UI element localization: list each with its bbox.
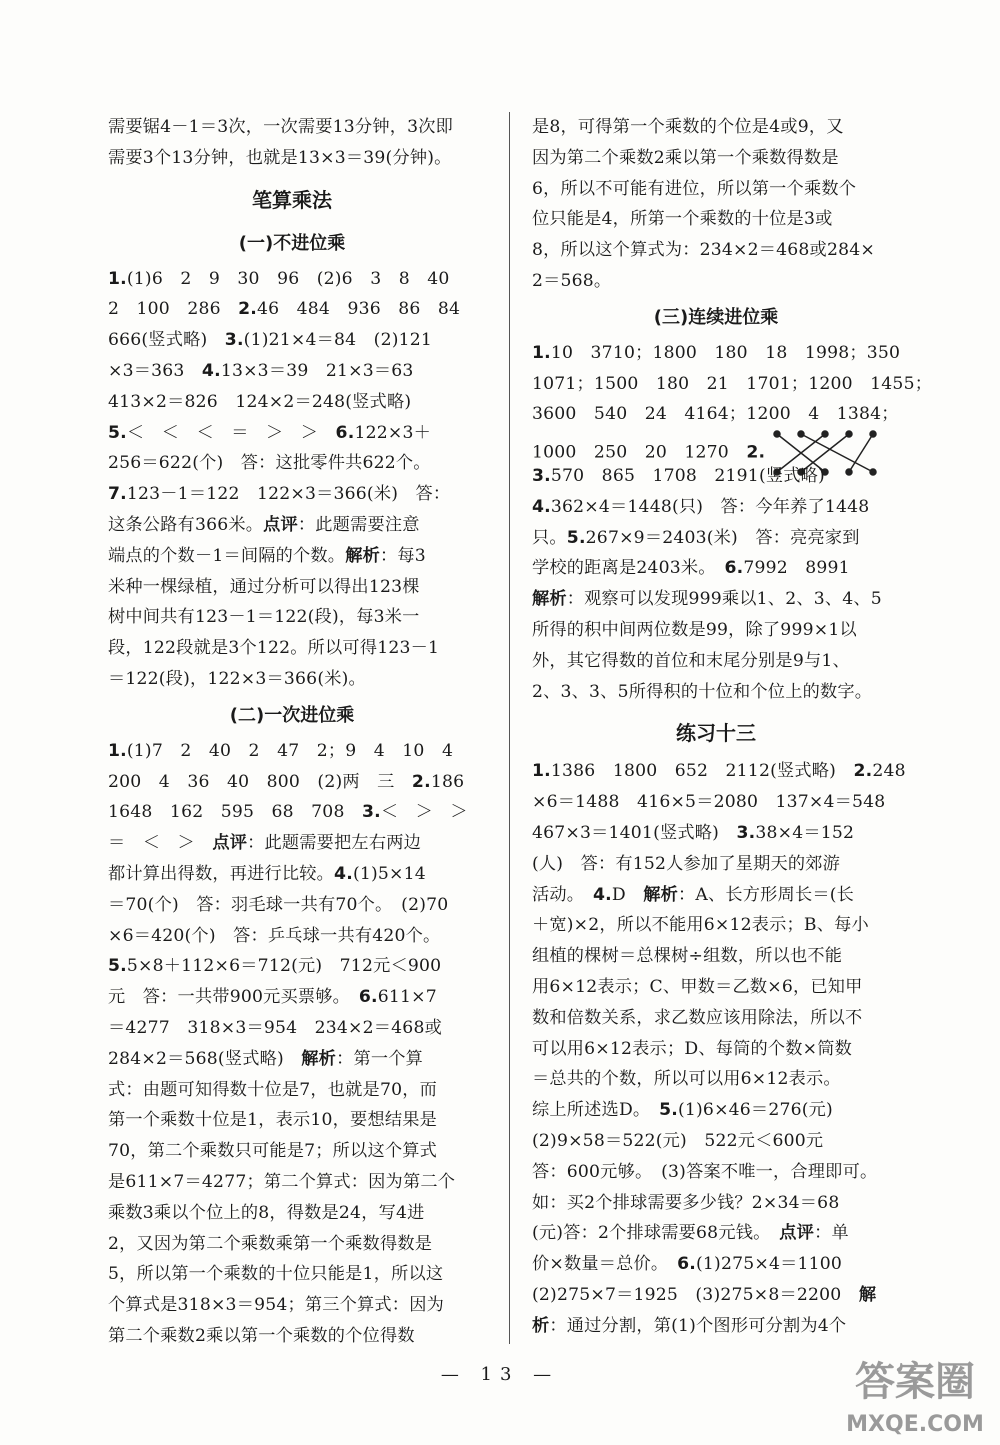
text-line [108,510,476,541]
text-line [108,951,476,982]
item-label: 7. [108,484,127,505]
answer-text: 2＝568。 [532,270,612,291]
item-label: 1. [108,268,127,289]
answer-text: 267×9＝2403(米) 答：亮亮家到 [585,527,860,548]
answers-no-carry [108,264,476,695]
item-label: 5. [566,527,586,548]
text-line [108,1290,476,1321]
subsection-title-continuous-carry: (三)连续进位乘 [653,306,779,328]
answer-text: ：单 [814,1223,849,1244]
answer-text: 价×数量＝总价。 [532,1254,678,1275]
text-line [108,1167,476,1198]
answer-text: 式：由题可知得数十位是7，也就是70，而 [108,1079,437,1100]
text-line [532,910,900,941]
answer-text: ＝4277 318×3＝954 234×2＝468或 [108,1017,442,1038]
answer-text: 第一个乘数十位是1，表示10，要想结果是 [108,1110,437,1131]
answer-text: 这条公路有366米。 [108,514,264,535]
answer-text: (1)21×4＝84 (2)121 [243,330,433,351]
text-line [532,369,933,400]
text-line [532,174,900,205]
text-line [532,615,900,646]
text-line [108,294,476,325]
item-label: 点评 [263,514,298,535]
answers-continuous-carry-b [532,461,900,707]
text-line [108,1105,476,1136]
text-line [108,1321,476,1352]
answer-text: 570 865 1708 2191(竖式略) [550,465,825,486]
item-label: 解析 [345,545,380,566]
answer-text: 如：买2个排球需要多少钱？2×34＝68 [532,1192,840,1213]
answer-text: ＝ ＜ ＞ [108,833,213,854]
answer-text: ：此题需要把左右两边 [247,833,421,854]
item-label: 解 [858,1284,877,1305]
text-line [532,756,906,787]
text-line [108,736,476,767]
item-label: 1. [532,761,551,782]
watermark-top-text: 答案圈 [855,1359,975,1405]
text-line [108,387,476,418]
answer-text: 端点的个数－1＝间隔的个数。 [108,545,346,566]
text-line [108,1198,476,1229]
text-line [108,325,476,356]
answer-line-with-diagram [532,430,900,461]
text-line [108,418,476,449]
answer-text: 都计算出得数，再进行比较。 [108,863,335,884]
text-line [532,818,900,849]
item-label: 6. [335,422,355,443]
item-label: 析 [532,1315,550,1336]
left-column [108,112,476,1352]
answer-text: 1071；1500 180 21 1701；1200 1455； [532,373,933,394]
answer-text: 所得的积中间两位数是99，除了999×1以 [532,619,857,640]
answer-text: 413×2＝826 124×2＝248(竖式略) [108,391,412,412]
text-line [532,1003,900,1034]
answer-text: 186 [430,771,465,792]
text-line [108,1136,476,1167]
answer-text: (1)275×4＝1100 [696,1254,843,1275]
answer-text: 7992 8991 [743,558,850,579]
item-label: 解析 [532,589,567,610]
text-line [532,677,900,708]
item-label: 5. [108,956,127,977]
continued-analysis [532,112,900,297]
answer-text: (1)5×14 [352,863,426,884]
text-line [532,338,900,369]
right-column [532,112,933,1341]
item-label: 3. [532,465,551,486]
answer-text: 只。 [532,527,567,548]
item-label: 3. [361,802,381,823]
answer-text: 外，其它得数的首位和末尾分别是9与1、 [532,650,850,671]
answers-continuous-carry-a [532,338,933,430]
text-line [108,356,476,387]
text-line [108,1013,476,1044]
answer-text: 10 3710；1800 180 18 1998；350 [550,342,901,363]
text-line [108,633,476,664]
answer-text: 6，所以不可能有进位，所以第一个乘数个 [532,178,857,199]
text-line [108,859,476,890]
item-label: 3. [224,330,244,351]
answer-text: ×6＝1488 416×5＝2080 137×4＝548 [532,792,886,813]
answer-text: 学校的距离是2403米。 [532,558,725,579]
answer-text: 1648 162 595 68 708 [108,802,362,823]
answer-text: ＝70(个) 答：羽毛球一共有70个。 (2)70 [108,894,449,915]
item-label: 6. [358,987,378,1008]
answer-text: 5，所以第一个乘数的十位只能是1，所以这 [108,1264,444,1285]
answer-text: ：每3 [379,545,426,566]
text-line [532,1188,900,1219]
item-label: 点评 [212,833,248,854]
section-title-written-multiplication: 笔算乘法 [252,187,332,212]
answer-text: D [611,884,644,905]
item-label: 4. [201,360,221,381]
item-label: 1. [108,740,127,761]
text-line [532,1311,900,1342]
text-line [108,767,476,798]
text-line [532,112,900,143]
answer-text: 284×2＝568(竖式略) [108,1048,302,1069]
text-line [108,1259,476,1290]
text-line [532,1218,900,1249]
item-label: 2. [411,771,431,792]
text-line [108,921,476,952]
text-line [532,880,900,911]
answer-text: 13×3＝39 21×3＝63 [220,360,414,381]
text-line [532,787,900,818]
text-line [532,492,900,523]
text-line [532,399,900,430]
text-line [108,1044,476,1075]
answer-text: 因为第二个乘数2乘以第一个乘数得数是 [532,147,839,168]
text-line [108,541,476,572]
text-line [532,1064,900,1095]
answer-text: 123－1＝122 122×3＝366(米) 答： [126,484,451,505]
item-label: 5. [659,1100,678,1121]
answer-line-text [532,443,765,463]
item-label: 2. [853,761,873,782]
answer-text: ：此题需要注意 [297,514,420,535]
text-line [108,1229,476,1260]
text-line [108,664,476,695]
answer-text: 组植的棵树＝总棵树÷组数，所以也不能 [532,946,843,967]
answer-text: 可以用6×12表示；D、每筒的个数×筒数 [532,1038,853,1059]
watermark-logo [840,1347,990,1439]
answer-text: 5×8＋112×6＝712(元) 712元＜900 [126,956,442,977]
answers-exercise-13 [532,756,906,1341]
answer-text: 答：600元够。 (3)答案不唯一，合理即可。 [532,1161,878,1182]
item-label: 4. [334,863,353,884]
answer-text: 200 4 36 40 800 (2)两 三 [108,771,412,792]
text-line [108,448,476,479]
answer-text: 段，122段就是3个122。所以可得123－1 [108,638,440,659]
answer-text: 1386 1800 652 2112(竖式略) [550,761,854,782]
watermark-bottom-text: MXQE.COM [846,1412,984,1437]
answer-text: ×3＝363 [108,360,202,381]
item-label: 点评 [779,1223,815,1244]
text-line [532,941,900,972]
answer-text: 第二个乘数2乘以第一个乘数的个位得数 [108,1325,415,1346]
answer-text: 活动。 [532,884,593,905]
text-line [532,972,900,1003]
answer-text: (人) 答：有152人参加了星期天的郊游 [532,853,841,874]
answer-text: 米种一棵绿植，通过分析可以得出123棵 [108,576,420,597]
answer-text: 数和倍数关系，求乙数应该用除法，所以不 [532,1007,863,1028]
answer-text: 38×4＝152 [755,822,855,843]
text-line [108,572,476,603]
column-divider [509,112,510,1344]
text-line [108,828,476,859]
text-line [532,1126,900,1157]
answer-text: (2)275×7＝1925 (3)275×8＝2200 [532,1284,859,1305]
text-line [532,646,900,677]
text-line [532,266,900,297]
answer-text: 2 100 286 [108,299,239,320]
text-line: 需要3个13分钟，也就是13×3＝39(分钟)。 [108,147,452,168]
answer-text: 综上所述选D。 [532,1100,660,1121]
answer-text: ＜ ＜ ＜ ＝ ＞ ＞ [126,422,336,443]
answer-text: 248 [872,761,906,782]
item-label: 解析 [301,1048,337,1069]
answer-text: (1)7 2 40 2 47 2；9 4 10 4 [126,740,454,761]
answer-text: 8，所以这个算式为：234×2＝468或284× [532,240,875,261]
item-label: 6. [724,558,744,579]
answer-text: 1000 250 20 1270 [532,442,747,463]
answer-text: 个算式是318×3＝954；第三个算式：因为 [108,1295,444,1316]
answer-text: 611×7 [377,987,437,1008]
text-line [532,204,900,235]
item-label: 5. [108,422,127,443]
answer-text: (元)答：2个排球需要68元钱。 [532,1223,780,1244]
answer-text: 位只能是4，所第一个乘数的十位是3或 [532,209,833,230]
answer-text: 70，第二个乘数只可能是7；所以这个算式 [108,1141,437,1162]
answer-text: 用6×12表示；C、甲数＝乙数×6，已知甲 [532,976,863,997]
answer-text: 467×3＝1401(竖式略) [532,822,737,843]
intro-lines [108,112,476,174]
page-number: — 13 — [440,1364,560,1385]
answer-text: 362×4＝1448(只) 答：今年养了1448 [550,496,870,517]
answer-text: 是8，可得第一个乘数的个位是4或9，又 [532,117,844,137]
answer-text: ＝总共的个数，所以可以用6×12表示。 [532,1069,841,1090]
text-line [532,143,900,174]
answer-text: ＋宽)×2，所以不能用6×12表示；B、每小 [532,915,869,936]
answer-text: (1)6×46＝276(元) [677,1100,833,1121]
text-line [532,1280,900,1311]
answer-text: 122×3＋ [354,422,431,443]
text-line [532,235,900,266]
item-label: 2. [746,442,766,463]
text-line [532,849,900,880]
item-label: 4. [592,884,612,905]
text-line [108,479,476,510]
item-label: 3. [736,822,756,843]
answer-text: (1)6 2 9 30 96 (2)6 3 8 40 [126,268,450,289]
answer-text: ：第一个算 [336,1048,424,1069]
subsection-title-single-carry: (二)一次进位乘 [229,704,355,726]
text-line [108,890,476,921]
text-line [108,982,476,1013]
item-label: 6. [677,1254,696,1275]
text-line [108,1075,476,1106]
answer-text: 是611×7＝4277；第二个算式：因为第二个 [108,1171,456,1192]
text-line [532,1095,900,1126]
answer-text: ：通过分割，第(1)个图形可分割为4个 [549,1315,847,1336]
text-line [532,1157,900,1188]
item-label: 解析 [643,884,678,905]
answer-text: 树中间共有123－1＝122(段)，每3米一 [108,607,420,628]
item-label: 1. [532,342,551,363]
section-title-exercise-13: 练习十三 [676,721,756,746]
answer-text: 2，又因为第二个乘数乘第一个乘数得数是 [108,1233,433,1254]
text-line [532,553,900,584]
answer-text: ：观察可以发现999乘以1、2、3、4、5 [566,589,882,610]
answer-text: ＜ ＞ ＞ [380,802,468,823]
answer-text: ＝122(段)，122×3＝366(米)。 [108,668,366,689]
answers-single-carry [108,736,476,1352]
item-label: 2. [238,299,257,320]
text-line [108,797,476,828]
answer-text: 666(竖式略) [108,330,225,351]
answer-text: 46 484 936 86 84 [257,299,461,320]
text-line [532,523,900,554]
answer-text: 乘数3乘以个位上的8，得数是24，写4进 [108,1202,425,1223]
answer-text: 2、3、3、5所得积的十位和个位上的数字。 [532,681,873,702]
answer-text: 元 答：一共带900元买票够。 [108,987,359,1008]
text-line [532,584,900,615]
answer-text: ×6＝420(个) 答：乒乓球一共有420个。 [108,925,441,946]
item-label: 4. [532,496,551,517]
text-line [108,264,476,295]
text-line [532,1034,900,1065]
answer-text: 3600 540 24 4164；1200 4 1384； [532,404,899,425]
text-line [108,602,476,633]
text-line [532,1249,900,1280]
answer-text: (2)9×58＝522(元) 522元＜600元 [532,1130,824,1151]
answer-text: ：A、长方形周长＝(长 [678,884,855,905]
text-line: 需要锯4－1＝3次，一次需要13分钟，3次即 [108,117,454,137]
answer-text: 256＝622(个) 答：这批零件共622个。 [108,453,431,474]
subsection-title-no-carry: (一)不进位乘 [238,232,346,254]
